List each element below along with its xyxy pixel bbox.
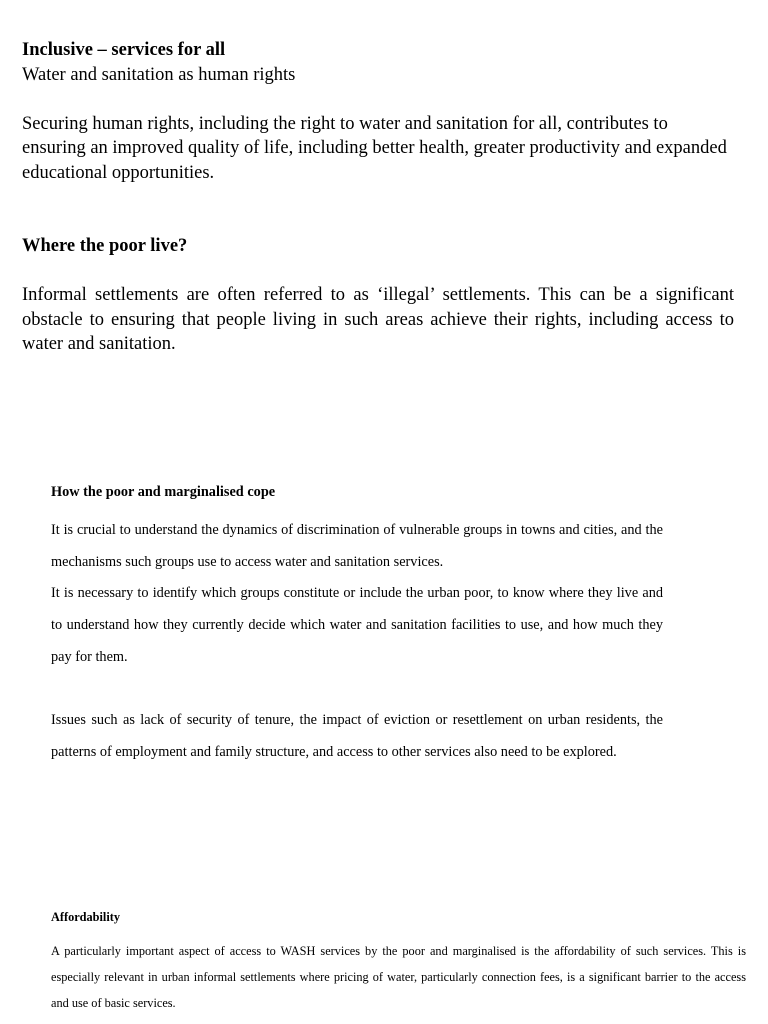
section-subheading: Water and sanitation as human rights [22, 64, 296, 85]
coping-paragraph-1: It is crucial to understand the dynamics of discrimination of vulnerable groups in towns and cities, and the mechanisms such groups use to access water and sanitation services. [51, 522, 663, 570]
informal-settlements-paragraph: Informal settlements are often referred to as ‘illegal’ settlements. This can be a significant obstacle to ensuring that people living in such areas achieve their rights, including access to water and sanitation. [22, 285, 734, 354]
affordability-heading: Affordability [51, 910, 120, 924]
coping-paragraph-2: It is necessary to identify which groups constitute or include the urban poor, to know where they live and to understand how they currently decide which water and sanitation facilities to use, and how much they pay for them. [51, 585, 663, 665]
where-poor-live-heading: Where the poor live? [22, 236, 188, 256]
affordability-paragraph: A particularly important aspect of access to WASH services by the poor and marginalised is the affordability of such services. This is especially relevant in urban informal settlements where pricing of water, particularly connection fees, is a significant barrier to the access and use of basic services. [51, 944, 746, 1010]
intro-paragraph: Securing human rights, including the right to water and sanitation for all, contributes to ensuring an improved quality of life, including better health, greater productivity and expanded educational opportunities. [22, 113, 727, 183]
coping-heading: How the poor and marginalised cope [51, 484, 276, 500]
affordability-section [51, 906, 746, 1016]
intro-section [22, 38, 734, 357]
section-heading: Inclusive – services for all [22, 40, 226, 60]
coping-paragraph-3: Issues such as lack of security of tenure, the impact of eviction or resettlement on urban residents, the patterns of employment and family structure, and access to other services also need to be explored. [51, 712, 663, 760]
coping-section [51, 481, 663, 769]
